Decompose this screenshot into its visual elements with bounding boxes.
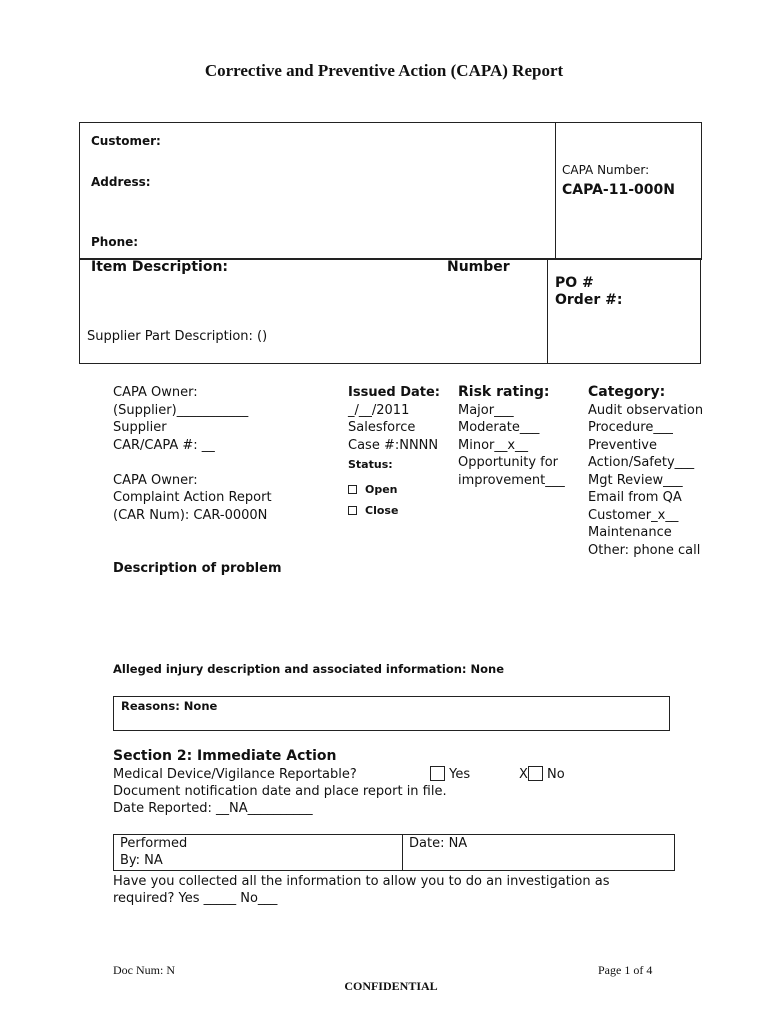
issued-line: Salesforce bbox=[348, 420, 416, 435]
status-close-option[interactable] bbox=[348, 502, 440, 520]
category-line: Maintenance bbox=[588, 525, 672, 540]
customer-divider bbox=[555, 123, 556, 260]
issued-line: _/__/2011 bbox=[348, 402, 410, 418]
address-label: Address: bbox=[91, 175, 151, 189]
category-line: Preventive bbox=[588, 437, 657, 453]
category-label: Category: bbox=[588, 384, 666, 400]
status-label: Status: bbox=[348, 458, 393, 471]
order-label: Order #: bbox=[555, 292, 623, 308]
no-checkbox[interactable] bbox=[528, 766, 543, 781]
owner-line bbox=[113, 454, 272, 472]
doc-num: Doc Num: N bbox=[113, 963, 175, 977]
risk-line: Opportunity for bbox=[458, 455, 559, 470]
risk-rating-column bbox=[458, 384, 565, 489]
status-open-option[interactable] bbox=[348, 481, 440, 499]
po-label: PO # bbox=[555, 275, 594, 291]
open-checkbox[interactable] bbox=[348, 485, 357, 494]
item-description-label: Item Description: bbox=[91, 259, 229, 275]
collected-question-line1: Have you collected all the information to allow you to do an investigation as bbox=[113, 874, 610, 889]
no-label: No bbox=[547, 767, 565, 782]
confidential-label: CONFIDENTIAL bbox=[344, 979, 438, 993]
category-line: Email from QA bbox=[588, 490, 682, 505]
reasons-box bbox=[113, 696, 670, 731]
category-line: Customer_x__ bbox=[588, 507, 679, 523]
date-reported-line: Date Reported: __NA__________ bbox=[113, 801, 313, 816]
yes-label: Yes bbox=[449, 767, 471, 782]
reportable-no-option[interactable] bbox=[519, 766, 565, 784]
owner-line: (CAR Num): CAR-0000N bbox=[113, 507, 268, 523]
medical-device-question: Medical Device/Vigilance Reportable? bbox=[113, 767, 357, 782]
performed-divider bbox=[402, 835, 403, 871]
close-checkbox[interactable] bbox=[348, 506, 357, 515]
issued-line: Case #:NNNN bbox=[348, 437, 439, 453]
item-box bbox=[79, 258, 701, 364]
risk-line: Moderate___ bbox=[458, 420, 540, 435]
alleged-injury-line: Alleged injury description and associated information: None bbox=[113, 662, 505, 676]
category-line: Other: phone call bbox=[588, 542, 701, 558]
risk-line: improvement___ bbox=[458, 472, 565, 488]
customer-box bbox=[79, 122, 702, 260]
page-title: Corrective and Preventive Action (CAPA) Report bbox=[204, 61, 564, 80]
customer-label: Customer: bbox=[91, 134, 161, 148]
owner-line: Supplier bbox=[113, 420, 167, 435]
page-number: Page 1 of 4 bbox=[598, 963, 653, 977]
category-line: Audit observation bbox=[588, 402, 704, 418]
category-column bbox=[588, 384, 703, 559]
risk-line: Minor__x__ bbox=[458, 437, 529, 453]
performed-line2: By: NA bbox=[120, 853, 163, 868]
close-label: Close bbox=[365, 504, 399, 517]
reasons-text: Reasons: None bbox=[121, 699, 218, 713]
reportable-yes-option[interactable] bbox=[430, 766, 470, 784]
capa-owner-column bbox=[113, 384, 272, 524]
owner-line: CAPA Owner: bbox=[113, 472, 198, 488]
performed-date: Date: NA bbox=[409, 836, 468, 851]
collected-question-line2: required? Yes _____ No___ bbox=[113, 891, 278, 906]
owner-line: (Supplier)___________ bbox=[113, 402, 249, 418]
capa-number-value: CAPA-11-000N bbox=[562, 182, 675, 198]
category-line: Mgt Review___ bbox=[588, 472, 683, 488]
owner-line: CAR/CAPA #: __ bbox=[113, 437, 215, 453]
notify-line: Document notification date and place report in file. bbox=[113, 784, 447, 799]
supplier-part-description: Supplier Part Description: () bbox=[87, 329, 268, 344]
capa-number-label: CAPA Number: bbox=[562, 163, 650, 177]
owner-line: CAPA Owner: bbox=[113, 385, 198, 400]
performed-box bbox=[113, 834, 675, 871]
x-mark: X bbox=[519, 767, 528, 782]
owner-line: Complaint Action Report bbox=[113, 490, 272, 505]
open-label: Open bbox=[365, 482, 398, 496]
item-divider bbox=[547, 259, 548, 364]
category-line: Action/Safety___ bbox=[588, 455, 695, 470]
number-label: Number bbox=[447, 259, 510, 275]
performed-line1: Performed bbox=[120, 836, 188, 851]
category-line: Procedure___ bbox=[588, 420, 673, 435]
description-heading: Description of problem bbox=[113, 561, 282, 576]
phone-label: Phone: bbox=[91, 235, 139, 249]
risk-rating-label: Risk rating: bbox=[458, 384, 550, 400]
issued-date-column bbox=[348, 384, 440, 520]
risk-line: Major___ bbox=[458, 402, 514, 418]
yes-checkbox[interactable] bbox=[430, 766, 445, 781]
issued-date-label: Issued Date: bbox=[348, 385, 441, 400]
section2-heading: Section 2: Immediate Action bbox=[113, 748, 337, 764]
